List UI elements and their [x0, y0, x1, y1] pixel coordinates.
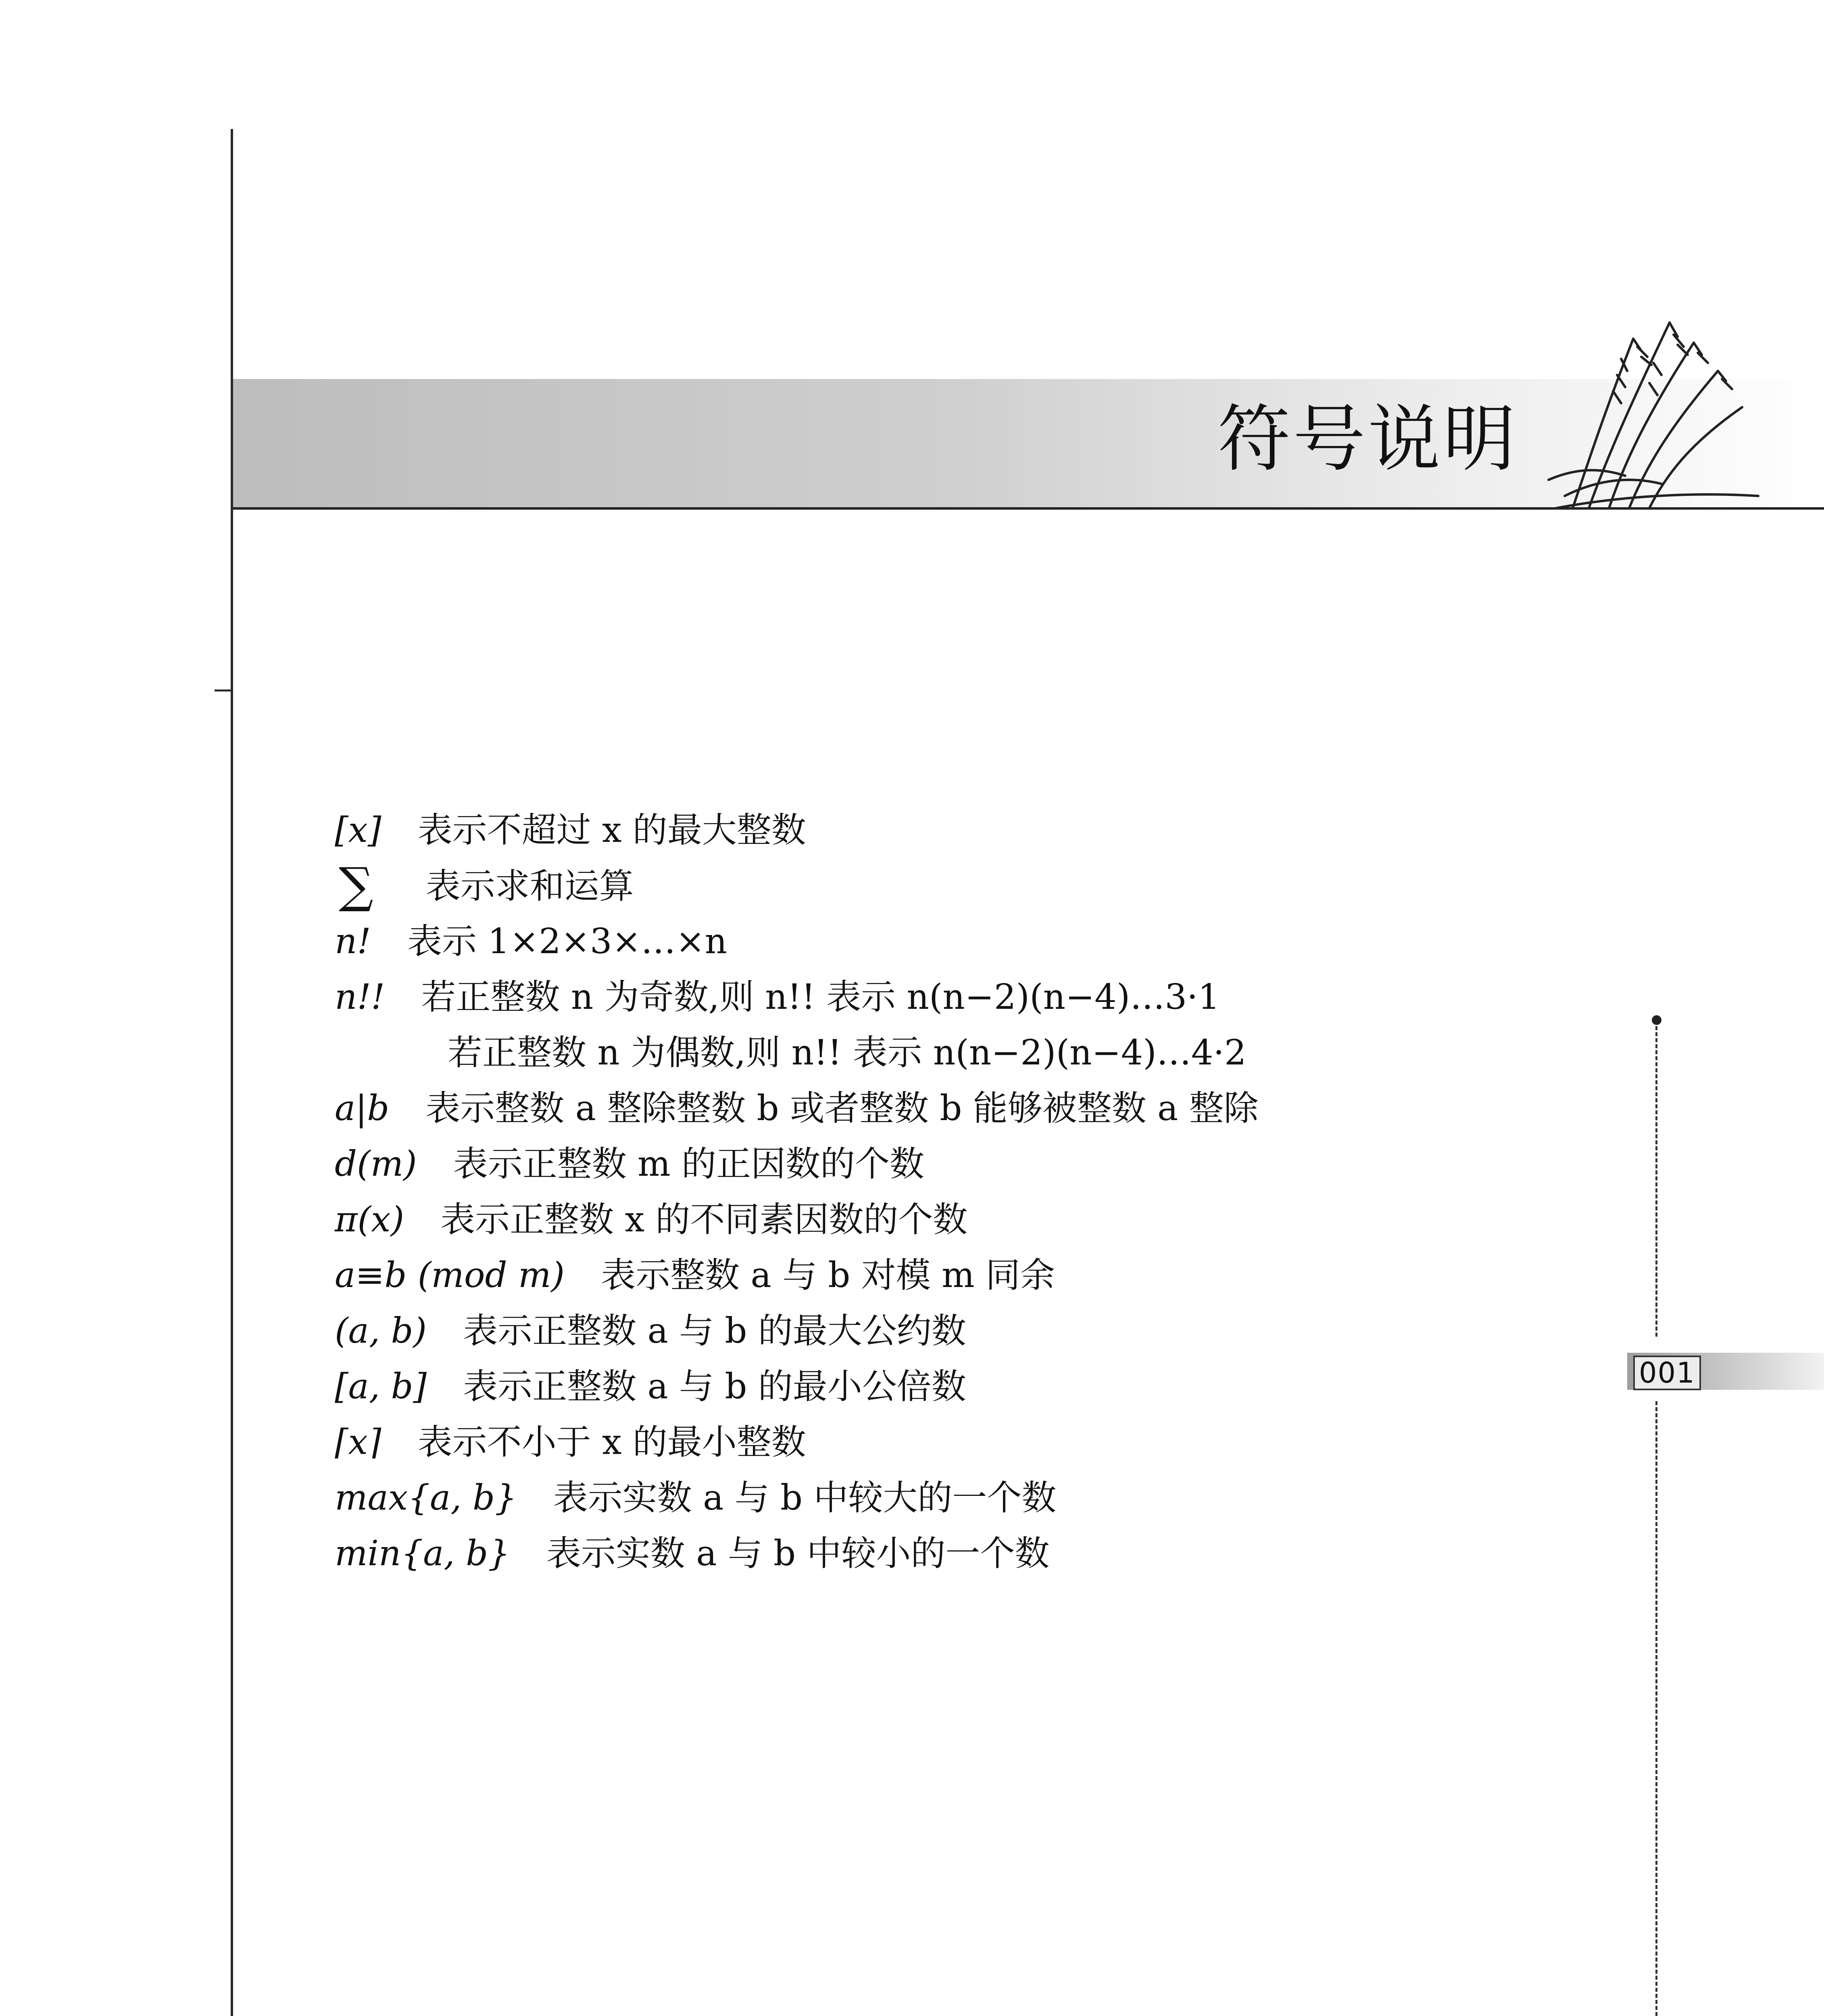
symbol-row-prime-factor-count [335, 1192, 1259, 1248]
symbol-row-double-factorial-even [335, 1025, 1259, 1081]
symbol-max: max{a, b} [335, 1478, 517, 1518]
symbol-sum-description: 表示求和运算 [425, 866, 634, 906]
symbol-factorial-description: 表示 1×2×3×…×n [407, 921, 728, 962]
symbol-row-max [335, 1470, 1259, 1526]
symbol-min-description: 表示实数 a 与 b 中较小的一个数 [546, 1533, 1050, 1574]
symbol-lcm-description: 表示正整数 a 与 b 的最小公倍数 [463, 1366, 966, 1407]
symbol-row-gcd [335, 1303, 1259, 1359]
symbol-row-double-factorial [335, 969, 1259, 1025]
symbol-floor-description: 表示不超过 x 的最大整数 [417, 810, 806, 850]
symbol-double-factorial-even-description: 若正整数 n 为偶数,则 n!! 表示 n(n−2)(n−4)…4·2 [448, 1033, 1247, 1073]
symbol-congruence: a≡b (mod m) [335, 1255, 565, 1295]
symbol-min: min{a, b} [335, 1533, 510, 1574]
symbol-divides: a|b [335, 1088, 390, 1129]
symbol-sum: ∑ [339, 858, 373, 914]
symbol-row-min [335, 1526, 1259, 1581]
symbol-factorial: n! [335, 921, 371, 962]
margin-dot-marker [1652, 1015, 1661, 1025]
margin-dashed-line-upper [1655, 1026, 1659, 1337]
binding-edge-tick [215, 689, 233, 691]
symbol-floor: [x] [335, 810, 381, 850]
symbol-ceiling: ⌈x⌉ [335, 1422, 381, 1462]
page-number: 001 [1633, 1356, 1701, 1390]
symbol-lcm: [a, b] [335, 1366, 427, 1407]
symbol-row-factorial [335, 914, 1259, 969]
symbol-row-divisor-count [335, 1136, 1259, 1192]
symbol-row-floor [335, 802, 1259, 858]
symbol-list [335, 802, 1259, 1581]
symbol-gcd-description: 表示正整数 a 与 b 的最大公约数 [463, 1311, 966, 1351]
symbol-prime-factor-count: π(x) [335, 1200, 404, 1240]
symbol-row-sum [335, 858, 1259, 914]
symbol-row-divides [335, 1081, 1259, 1136]
symbol-divisor-count-description: 表示正整数 m 的正因数的个数 [453, 1144, 924, 1184]
reed-grass-icon [1540, 306, 1766, 516]
symbol-ceiling-description: 表示不小于 x 的最小整数 [417, 1422, 806, 1462]
symbol-divides-description: 表示整数 a 整除整数 b 或者整数 b 能够被整数 a 整除 [425, 1088, 1259, 1129]
symbol-row-ceiling [335, 1414, 1259, 1470]
symbol-divisor-count: d(m) [335, 1144, 417, 1184]
symbol-congruence-description: 表示整数 a 与 b 对模 m 同余 [601, 1255, 1055, 1295]
symbol-max-description: 表示实数 a 与 b 中较大的一个数 [553, 1478, 1057, 1518]
margin-dashed-line-lower [1655, 1401, 1659, 2016]
symbol-prime-factor-count-description: 表示正整数 x 的不同素因数的个数 [440, 1200, 968, 1240]
chapter-title: 符号说明 [1218, 397, 1518, 481]
symbol-row-congruence [335, 1248, 1259, 1303]
symbol-gcd: (a, b) [335, 1311, 427, 1351]
symbol-double-factorial: n!! [335, 977, 385, 1017]
symbol-double-factorial-odd-description: 若正整数 n 为奇数,则 n!! 表示 n(n−2)(n−4)…3·1 [421, 977, 1220, 1017]
symbol-row-lcm [335, 1359, 1259, 1414]
